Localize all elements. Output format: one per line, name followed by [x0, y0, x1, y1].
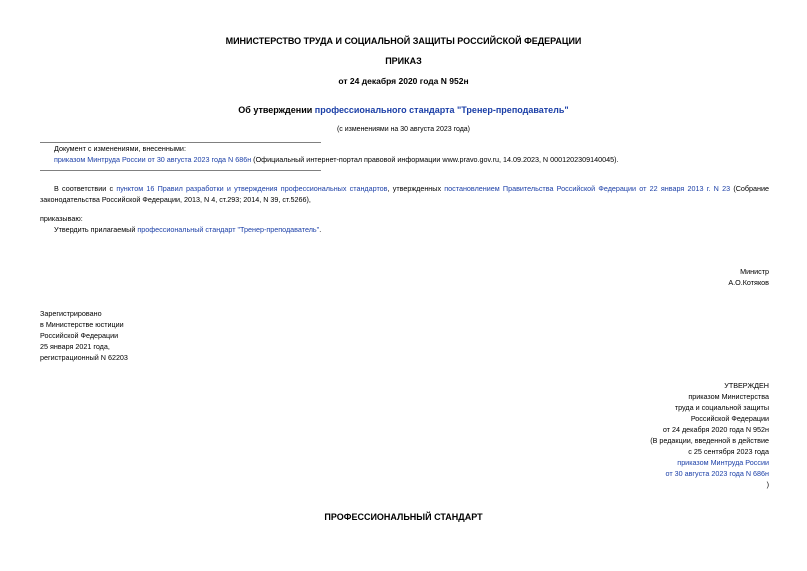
approved-line: ) — [766, 480, 769, 489]
signature-block — [569, 266, 769, 288]
registration-line: Зарегистрировано — [40, 309, 102, 318]
approved-line: Российской Федерации — [690, 414, 769, 423]
registration-line: Российской Федерации — [40, 331, 119, 340]
order-title: ПРИКАЗ — [385, 56, 422, 66]
registration-line: 25 января 2021 года, — [40, 342, 110, 351]
signature-name: А.О.Котяков — [728, 278, 769, 287]
subject-link[interactable]: профессионального стандарта "Тренер-преподаватель" — [314, 105, 569, 115]
p1-mid: , утвержденных — [387, 184, 445, 193]
approved-line: от 24 декабря 2020 года N 952н — [662, 425, 769, 434]
standard-title: ПРОФЕССИОНАЛЬНЫЙ СТАНДАРТ — [324, 512, 483, 522]
p2-end: . — [319, 225, 322, 234]
approved-link-date[interactable]: от 30 августа 2023 года N 686н — [665, 469, 769, 478]
approved-line: с 25 сентября 2023 года — [688, 447, 769, 456]
divider-bottom — [40, 170, 321, 171]
approved-line: приказом Министерства — [688, 392, 769, 401]
signature-title: Министр — [740, 267, 769, 276]
approved-block — [529, 380, 769, 490]
order-subject — [0, 105, 807, 115]
changes-box — [54, 143, 794, 165]
registration-line: в Министерстве юстиции — [40, 320, 124, 329]
registration-line: регистрационный N 62203 — [40, 353, 128, 362]
changes-intro: Документ с изменениями, внесенными: — [54, 144, 186, 153]
changes-detail — [54, 154, 794, 165]
paragraph-legal-basis — [40, 183, 769, 205]
p1-end: (Собрание законодательства Российской Федерации, 2013, N 4, ст.293; 2014, N 39, ст.5266), — [40, 184, 769, 204]
p1-link-resolution[interactable]: постановлением Правительства Российской Федерации от 22 января 2013 г. N 23 — [444, 184, 731, 193]
amendments-note: (с изменениями на 30 августа 2023 года) — [336, 126, 471, 133]
p1-start: В соответствии с — [54, 184, 117, 193]
subject-prefix: Об утверждении — [238, 105, 315, 115]
approved-line: УТВЕРЖДЕН — [724, 381, 769, 390]
paragraph-approve — [54, 224, 321, 235]
changes-rest: (Официальный интернет-портал правовой информации www.pravo.gov.ru, 14.09.2023, N 0001202309140045). — [251, 155, 619, 164]
changes-link[interactable]: приказом Минтруда России от 30 августа 2023 года N 686н — [54, 155, 252, 164]
approved-line: труда и социальной защиты — [674, 403, 769, 412]
approved-link-order[interactable]: приказом Минтруда России — [677, 458, 769, 467]
orders-word: приказываю: — [40, 214, 83, 223]
order-date: от 24 декабря 2020 года N 952н — [338, 76, 469, 86]
ministry-title: МИНИСТЕРСТВО ТРУДА И СОЦИАЛЬНОЙ ЗАЩИТЫ РОССИЙСКОЙ ФЕДЕРАЦИИ — [225, 36, 582, 46]
approved-line: (В редакции, введенной в действие — [650, 436, 769, 445]
p2-link-standard[interactable]: профессиональный стандарт "Тренер-преподаватель" — [137, 225, 320, 234]
registration-block — [40, 308, 260, 363]
p1-link-rules[interactable]: пунктом 16 Правил разработки и утверждения профессиональных стандартов — [116, 184, 388, 193]
p2-start: Утвердить прилагаемый — [54, 225, 138, 234]
